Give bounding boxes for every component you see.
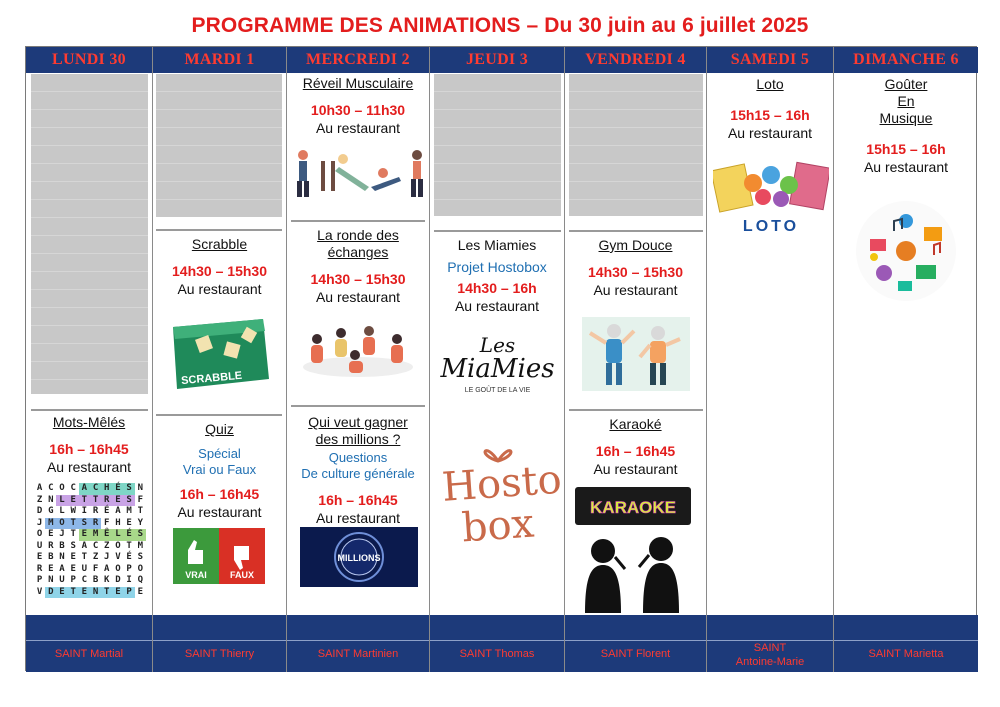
word-grid-letter: E: [48, 529, 54, 539]
day-column-jeudi: [430, 47, 565, 672]
word-grid-letter: N: [137, 483, 143, 493]
word-grid-letter: Z: [92, 552, 99, 562]
word-grid-letter: T: [79, 495, 90, 507]
karaoke-sign-text: KARAOKE: [590, 498, 676, 517]
word-grid-letter: U: [36, 540, 43, 551]
word-grid-letter: P: [126, 563, 132, 574]
footer-band: [26, 615, 152, 672]
false-label: FAUX: [229, 570, 255, 580]
activity-place: Au restaurant: [315, 289, 401, 305]
word-grid-letter: M: [137, 540, 143, 551]
word-grid-letter: T: [68, 587, 79, 599]
word-grid-letter: R: [36, 563, 43, 574]
word-grid-letter: H: [115, 517, 121, 528]
day-header: SAMEDI 5: [707, 47, 833, 73]
word-grid-letter: B: [92, 575, 99, 585]
word-grid-letter: A: [81, 540, 88, 551]
discussion-circle-illustration: [299, 319, 417, 379]
activity-place: Au restaurant: [593, 461, 678, 477]
logo-tagline: LE GOÛT DE LA VIE: [464, 387, 531, 394]
activity-karaoke: [565, 416, 706, 478]
word-grid-letter: H: [101, 483, 112, 495]
word-grid-letter: C: [92, 540, 99, 551]
word-grid-letter: S: [70, 540, 76, 551]
activity-subtitle: Projet Hostobox: [447, 259, 547, 275]
word-grid-letter: S: [135, 529, 146, 541]
activity-subtitle: Spécial: [198, 446, 241, 461]
word-grid-row: [34, 529, 146, 541]
word-grid-letter: E: [112, 495, 123, 507]
millions-logo-image: [300, 527, 418, 587]
activity-time: 16h – 16h45: [179, 486, 260, 502]
saint-line: Antoine-Marie: [735, 656, 805, 668]
word-grid-letter: J: [36, 517, 43, 528]
word-grid-letter: T: [90, 495, 101, 507]
word-grid-letter: A: [36, 483, 43, 493]
empty-slot: [156, 74, 282, 217]
activity-time: 15h15 – 16h: [730, 107, 810, 123]
activity-place: Au restaurant: [454, 298, 540, 314]
word-grid-letter: S: [137, 552, 143, 562]
activity-name: Les Miamies: [457, 237, 537, 253]
activity-name: des millions ?: [315, 431, 401, 447]
word-grid-letter: S: [79, 518, 90, 530]
word-grid-letter: F: [104, 517, 110, 528]
word-grid-letter: N: [48, 494, 54, 505]
microphone-icon: [615, 557, 625, 569]
saint-of-day: SAINT Martinien: [317, 648, 399, 660]
activity-time: 14h30 – 15h30: [172, 263, 267, 279]
word-grid-letter: E: [70, 563, 76, 574]
word-grid-letter: G: [48, 506, 54, 516]
true-label: VRAI: [185, 570, 207, 580]
word-grid-letter: M: [126, 506, 132, 516]
word-grid-letter: E: [79, 529, 90, 541]
page-title: PROGRAMME DES ANIMATIONS – Du 30 juin au 6 juillet 2025: [191, 14, 809, 37]
word-grid-letter: S: [124, 483, 135, 495]
activity-ronde-echanges: [287, 227, 429, 306]
divider: [434, 230, 561, 232]
word-grid-letter: A: [104, 563, 110, 574]
word-grid-letter: U: [81, 563, 88, 574]
word-grid-letter: O: [36, 529, 43, 539]
divider: [569, 230, 703, 232]
activity-place: Au restaurant: [177, 281, 262, 297]
day-column-dimanche: [834, 47, 978, 672]
word-grid-letter: E: [36, 552, 43, 562]
activity-gym-douce: [565, 237, 706, 299]
activity-name: Karaoké: [609, 416, 662, 432]
footer-band: [707, 615, 833, 672]
word-grid-row: [34, 552, 146, 564]
day-header: MERCREDI 2: [287, 47, 429, 73]
activity-time: 10h30 – 11h30: [310, 102, 406, 118]
hostobox-logo: [440, 439, 564, 569]
word-grid-letter: F: [137, 494, 143, 505]
schedule-grid: [25, 46, 977, 671]
activity-time: 15h15 – 16h: [866, 141, 946, 157]
activity-reveil-musculaire: [287, 75, 429, 137]
saint-of-day: SAINT Florent: [600, 648, 671, 660]
microphone-icon: [639, 555, 649, 567]
word-grid-letter: R: [101, 495, 112, 507]
divider: [31, 409, 148, 411]
word-grid-letter: S: [124, 495, 135, 507]
activity-place: Au restaurant: [727, 125, 813, 141]
gym-illustration: [582, 317, 690, 391]
word-grid-letter: C: [81, 575, 88, 585]
scrabble-box-image: [167, 317, 271, 392]
activity-name: Musique: [879, 110, 933, 126]
saint-of-day: SAINT Thierry: [184, 648, 255, 660]
word-grid-letter: D: [36, 506, 43, 516]
footer-band: [153, 615, 286, 672]
activity-place: Au restaurant: [46, 459, 132, 475]
word-grid-letter: U: [59, 575, 65, 585]
word-grid-letter: B: [48, 552, 54, 562]
activity-time: 16h – 16h45: [595, 443, 676, 459]
word-grid-letter: O: [115, 540, 121, 551]
day-header: DIMANCHE 6: [834, 47, 978, 73]
word-grid-letter: O: [137, 563, 143, 574]
word-grid-letter: N: [48, 575, 54, 585]
word-grid-letter: J: [59, 529, 65, 539]
logo-text: Les: [479, 333, 516, 357]
saint-line: SAINT: [753, 642, 787, 654]
word-grid-letter: É: [124, 529, 135, 541]
activity-place: Au restaurant: [863, 159, 949, 175]
word-grid-letter: É: [112, 483, 123, 495]
word-grid-letter: T: [137, 506, 143, 516]
word-grid-letter: P: [70, 575, 76, 585]
word-grid-letter: T: [70, 529, 76, 539]
word-grid-row: [34, 506, 146, 518]
activity-subtitle: De culture générale: [301, 466, 415, 481]
word-grid-letter: L: [112, 529, 123, 541]
activity-place: Au restaurant: [593, 282, 678, 298]
activity-name: Goûter: [884, 76, 928, 92]
day-header: VENDREDI 4: [565, 47, 706, 73]
activity-name: Qui veut gagner: [308, 414, 408, 430]
activity-millions: [287, 414, 429, 527]
activity-time: 14h30 – 16h: [457, 280, 537, 296]
word-grid-row: [34, 518, 146, 530]
activity-name: Quiz: [205, 421, 234, 437]
word-grid-letter: C: [48, 483, 54, 493]
activity-time: 16h – 16h45: [49, 441, 129, 457]
word-grid-letter: D: [45, 587, 56, 599]
word-grid-letter: E: [68, 495, 79, 507]
activity-name: Mots-Mêlés: [52, 414, 126, 430]
day-header: LUNDI 30: [26, 47, 152, 73]
loto-sign-text: LOTO: [742, 218, 800, 235]
word-grid-letter: L: [59, 506, 65, 516]
activity-name: Gym Douce: [598, 237, 673, 253]
word-grid-letter: O: [56, 518, 67, 530]
activity-time: 16h – 16h45: [318, 492, 398, 508]
footer-band: [287, 615, 429, 672]
activity-place: Au restaurant: [177, 504, 262, 520]
day-column-mercredi: [287, 47, 430, 672]
word-grid-letter: T: [126, 540, 132, 551]
word-grid-letter: D: [115, 575, 121, 585]
word-grid-letter: P: [124, 587, 135, 599]
day-header: JEUDI 3: [430, 47, 564, 73]
activity-place: Au restaurant: [315, 120, 401, 136]
loto-image: [713, 161, 829, 237]
activity-time: 14h30 – 15h30: [310, 271, 406, 287]
empty-slot: [569, 74, 703, 216]
activity-gouter-musique: [834, 76, 978, 176]
word-grid-letter: M: [45, 518, 56, 530]
word-grid-letter: A: [59, 563, 65, 574]
saint-of-day: [707, 641, 833, 669]
word-search-image: [34, 483, 146, 598]
word-grid-letter: L: [56, 495, 67, 507]
activity-loto: [707, 76, 833, 142]
activity-name: Scrabble: [191, 236, 248, 252]
word-grid-letter: Y: [137, 517, 143, 528]
logo-text: MiaMies: [440, 354, 555, 384]
activity-place: Au restaurant: [315, 510, 401, 526]
millions-logo-text: MILLIONS: [337, 553, 381, 563]
word-grid-letter: É: [104, 506, 110, 516]
activity-scrabble: [153, 236, 286, 298]
word-grid-letter: Z: [36, 494, 43, 505]
word-grid-row: [34, 495, 146, 507]
word-grid-letter: R: [92, 506, 99, 516]
word-grid-letter: E: [70, 552, 76, 562]
word-grid-row: [34, 541, 146, 553]
word-grid-letter: E: [56, 587, 67, 599]
divider: [569, 409, 703, 411]
word-grid-letter: N: [90, 587, 101, 599]
word-grid-letter: T: [68, 518, 79, 530]
day-header: MARDI 1: [153, 47, 286, 73]
word-grid-letter: C: [70, 483, 76, 493]
activity-name: En: [897, 93, 915, 109]
footer-band: [565, 615, 706, 672]
word-grid-letter: R: [48, 540, 54, 551]
activity-mots-meles: [26, 414, 152, 476]
logo-text: box: [460, 500, 536, 552]
word-grid-letter: P: [36, 575, 43, 585]
activity-subtitle: Vrai ou Faux: [182, 462, 257, 477]
word-grid-letter: I: [81, 506, 88, 516]
saint-of-day: SAINT Thomas: [459, 648, 535, 660]
activity-subtitle: Questions: [328, 450, 388, 465]
day-column-vendredi: [565, 47, 707, 672]
word-grid-letter: E: [126, 517, 132, 528]
word-grid-letter: V: [36, 586, 43, 597]
miamies-logo: [430, 335, 565, 394]
true-false-image: [173, 528, 267, 584]
word-grid-letter: W: [70, 506, 76, 516]
word-grid-letter: J: [104, 552, 110, 562]
empty-slot: [434, 74, 561, 216]
divider: [156, 229, 282, 231]
word-grid-letter: K: [104, 575, 110, 585]
word-grid-letter: F: [92, 563, 99, 574]
divider: [291, 405, 425, 407]
word-grid-letter: O: [59, 483, 65, 493]
word-grid-letter: C: [90, 483, 101, 495]
word-grid-letter: T: [81, 552, 88, 562]
word-grid-letter: E: [79, 587, 90, 599]
saint-of-day: SAINT Martial: [54, 648, 124, 660]
word-grid-letter: Q: [137, 575, 143, 585]
activity-name: Loto: [756, 76, 784, 92]
word-grid-row: [34, 483, 146, 495]
word-grid-letter: E: [48, 563, 54, 574]
word-grid-letter: O: [115, 563, 121, 574]
word-grid-letter: A: [79, 483, 90, 495]
word-grid-letter: Z: [104, 540, 110, 551]
word-grid-letter: M: [90, 529, 101, 541]
word-grid-letter: A: [115, 506, 121, 516]
footer-band: [430, 615, 564, 672]
word-grid-letter: I: [126, 575, 132, 585]
activity-quiz: [153, 421, 286, 521]
word-grid-letter: N: [59, 552, 65, 562]
word-grid-letter: E: [137, 586, 143, 597]
day-column-mardi: [153, 47, 287, 672]
activity-name: Réveil Musculaire: [302, 75, 414, 91]
word-grid-row: [34, 575, 146, 587]
word-grid-letter: R: [90, 518, 101, 530]
word-grid-letter: V: [115, 552, 121, 562]
footer-band: [834, 615, 978, 672]
empty-slot: [31, 74, 148, 394]
saint-of-day: SAINT Marietta: [868, 648, 944, 660]
word-grid-row: [34, 564, 146, 576]
word-grid-letter: Ê: [101, 529, 112, 541]
word-grid-letter: E: [112, 587, 123, 599]
word-grid-row: [34, 587, 146, 599]
word-grid-letter: T: [101, 587, 112, 599]
divider: [291, 220, 425, 222]
word-grid-letter: É: [126, 552, 132, 562]
music-illustration: [854, 199, 958, 303]
activity-name: échanges: [327, 244, 389, 260]
activity-name: La ronde des: [317, 227, 399, 243]
scrabble-logo-text: SCRABBLE: [180, 369, 243, 388]
day-column-lundi: [26, 47, 153, 672]
exercise-illustration: [291, 147, 427, 199]
karaoke-image: [575, 487, 693, 613]
activity-time: 14h30 – 15h30: [588, 264, 683, 280]
logo-text: Hosto: [440, 456, 564, 511]
word-grid-letter: B: [59, 540, 65, 551]
activity-miamies: [430, 237, 564, 315]
day-column-samedi: [707, 47, 834, 672]
divider: [156, 414, 282, 416]
